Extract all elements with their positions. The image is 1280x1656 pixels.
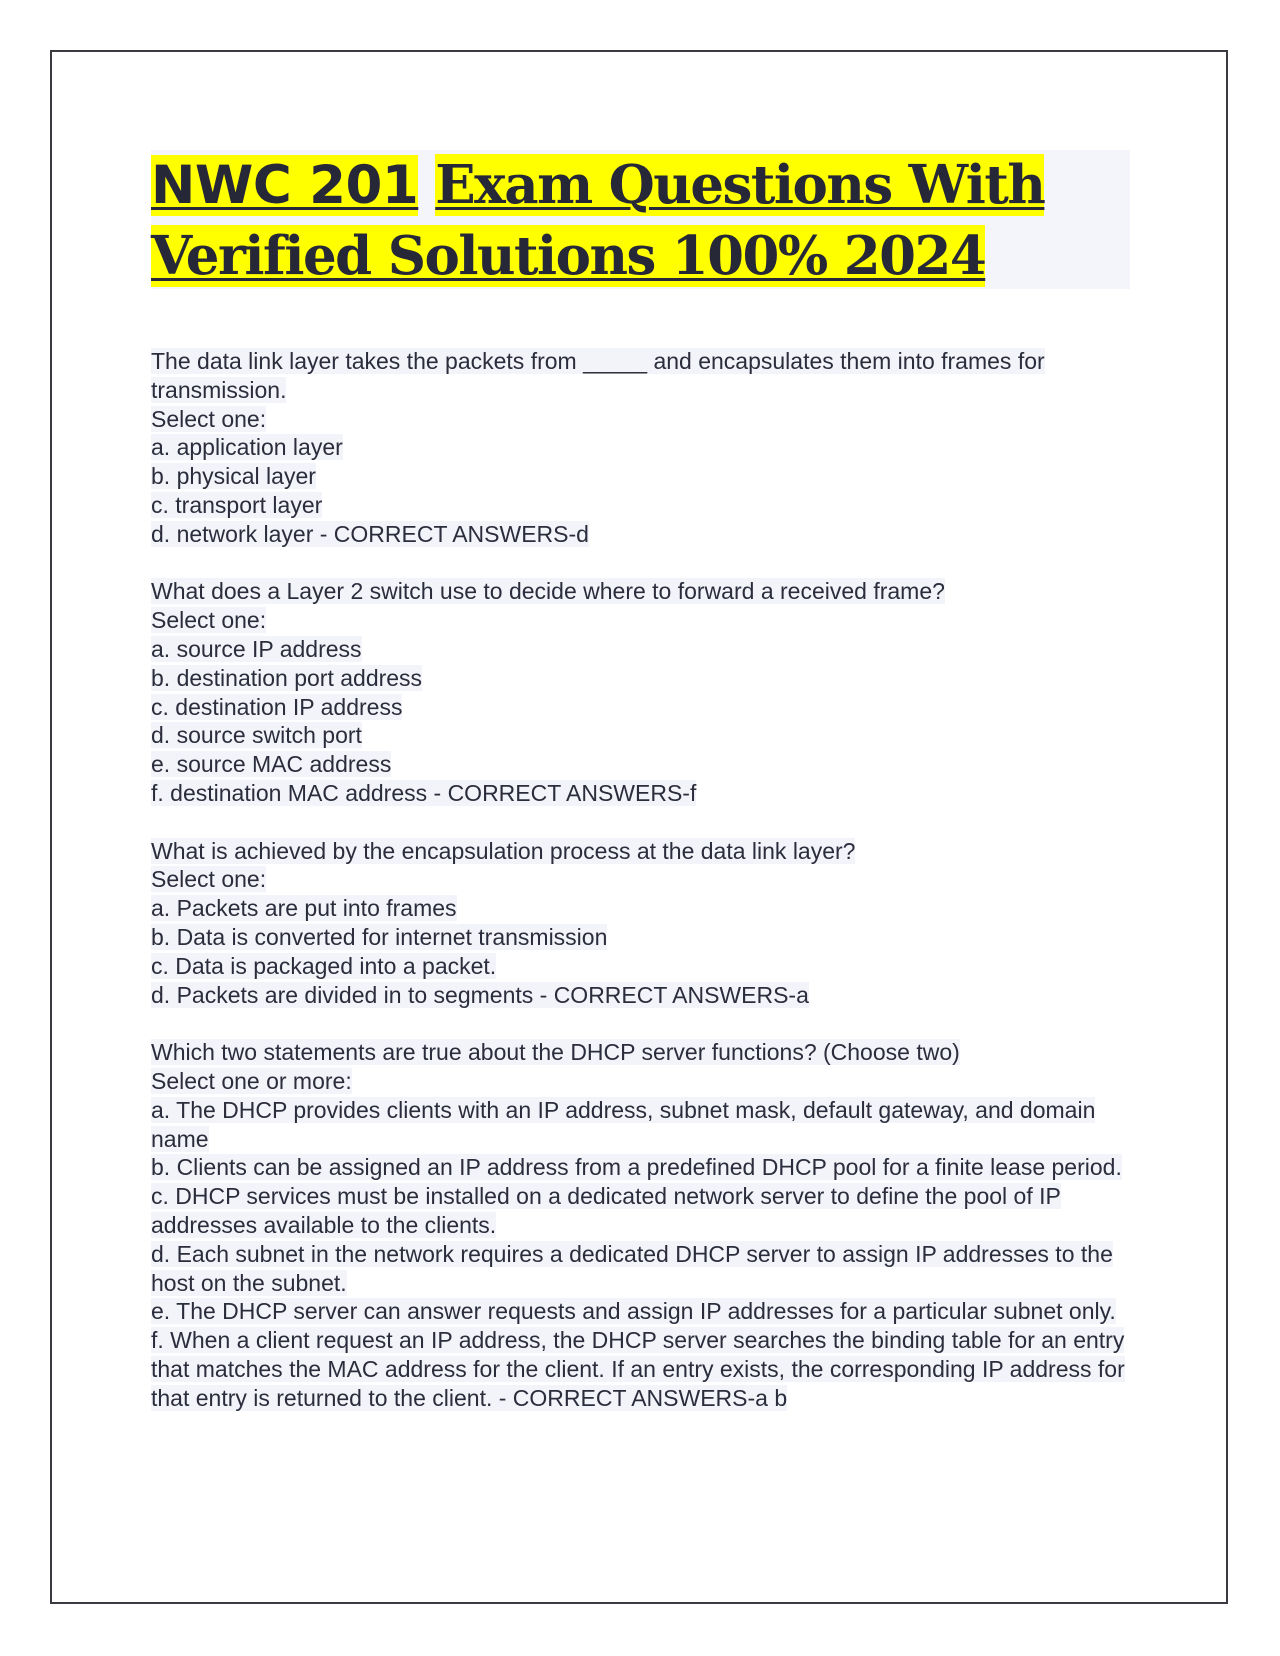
question-block <box>151 1038 1136 1412</box>
question-stem-text: Which two statements are true about the DHCP server functions? (Choose two) <box>151 1039 960 1066</box>
answer-option-text: a. source IP address <box>151 635 362 662</box>
answer-option-text: c. DHCP services must be installed on a dedicated network server to define the pool of IP addresses available to the clients. <box>151 1183 1061 1238</box>
answer-option <box>151 1153 1136 1182</box>
answer-option <box>151 981 1136 1010</box>
answer-option <box>151 721 1136 750</box>
question-stem-text: The data link layer takes the packets from _____ and encapsulates them into frames for transmission. <box>151 348 1045 403</box>
title-text: Exam Questions With Verified Solutions 100% 2024 <box>151 154 1045 287</box>
answer-option-text: e. source MAC address <box>151 751 392 778</box>
answer-option <box>151 1096 1136 1154</box>
answer-option <box>151 635 1136 664</box>
answer-option <box>151 923 1136 952</box>
questions-list <box>151 347 1136 1441</box>
question-instruction-text: Select one: <box>151 405 267 432</box>
document-title <box>151 150 1130 291</box>
answer-option <box>151 750 1136 779</box>
answer-option-text: b. Clients can be assigned an IP address from a predefined DHCP pool for a finite lease period. <box>151 1154 1122 1181</box>
question-instruction <box>151 1067 1136 1096</box>
question-block <box>151 837 1136 1010</box>
answer-option-text: d. Each subnet in the network requires a dedicated DHCP server to assign IP addresses to the host on the subnet. <box>151 1240 1113 1296</box>
answer-option-text: b. Data is converted for internet transmission <box>151 923 608 950</box>
question-stem <box>151 577 1136 606</box>
course-code: NWC 201 <box>151 155 419 216</box>
question-instruction <box>151 405 1136 434</box>
question-instruction-text: Select one: <box>151 866 267 893</box>
answer-option-text: b. physical layer <box>151 463 316 490</box>
question-stem <box>151 1038 1136 1067</box>
answer-option-text: a. Packets are put into frames <box>151 895 457 922</box>
question-stem-text: What is achieved by the encapsulation process at the data link layer? <box>151 837 856 864</box>
answer-option <box>151 779 1136 808</box>
answer-option-text: d. Packets are divided in to segments - CORRECT ANSWERS-a <box>151 981 809 1008</box>
answer-option <box>151 894 1136 923</box>
answer-option-text: c. destination IP address <box>151 693 403 720</box>
answer-option <box>151 693 1136 722</box>
question-stem-text: What does a Layer 2 switch use to decide where to forward a received frame? <box>151 578 945 605</box>
answer-option-text: b. destination port address <box>151 664 423 691</box>
question-instruction-text: Select one: <box>151 607 267 634</box>
question-block <box>151 347 1136 549</box>
answer-option <box>151 664 1136 693</box>
answer-option <box>151 1240 1136 1298</box>
question-stem <box>151 347 1136 405</box>
title-block <box>151 150 1130 289</box>
answer-option-text: a. application layer <box>151 434 343 461</box>
question-instruction-text: Select one or more: <box>151 1067 352 1094</box>
question-stem <box>151 837 1136 866</box>
answer-option <box>151 462 1136 491</box>
question-instruction <box>151 606 1136 635</box>
answer-option <box>151 491 1136 520</box>
answer-option-text: c. transport layer <box>151 491 323 518</box>
answer-option-text: d. network layer - CORRECT ANSWERS-d <box>151 520 589 547</box>
answer-option-text: f. destination MAC address - CORRECT ANSWERS-f <box>151 779 697 806</box>
answer-option <box>151 1326 1136 1412</box>
answer-option-text: c. Data is packaged into a packet. <box>151 952 497 979</box>
answer-option <box>151 1297 1136 1326</box>
answer-option-text: f. When a client request an IP address, the DHCP server searches the binding table for an entry that matches the MAC address for the client. If an entry exists, the corresponding IP address for that entry is returned to the client. - CORRECT ANSWERS-a b <box>151 1327 1125 1411</box>
question-instruction <box>151 865 1136 894</box>
answer-option <box>151 952 1136 981</box>
question-block <box>151 577 1136 807</box>
answer-option-text: d. source switch port <box>151 722 362 749</box>
answer-option-text: e. The DHCP server can answer requests and assign IP addresses for a particular subnet only. <box>151 1298 1116 1325</box>
answer-option <box>151 1182 1136 1240</box>
answer-option-text: a. The DHCP provides clients with an IP address, subnet mask, default gateway, and domain name <box>151 1096 1096 1152</box>
answer-option <box>151 520 1136 549</box>
answer-option <box>151 433 1136 462</box>
